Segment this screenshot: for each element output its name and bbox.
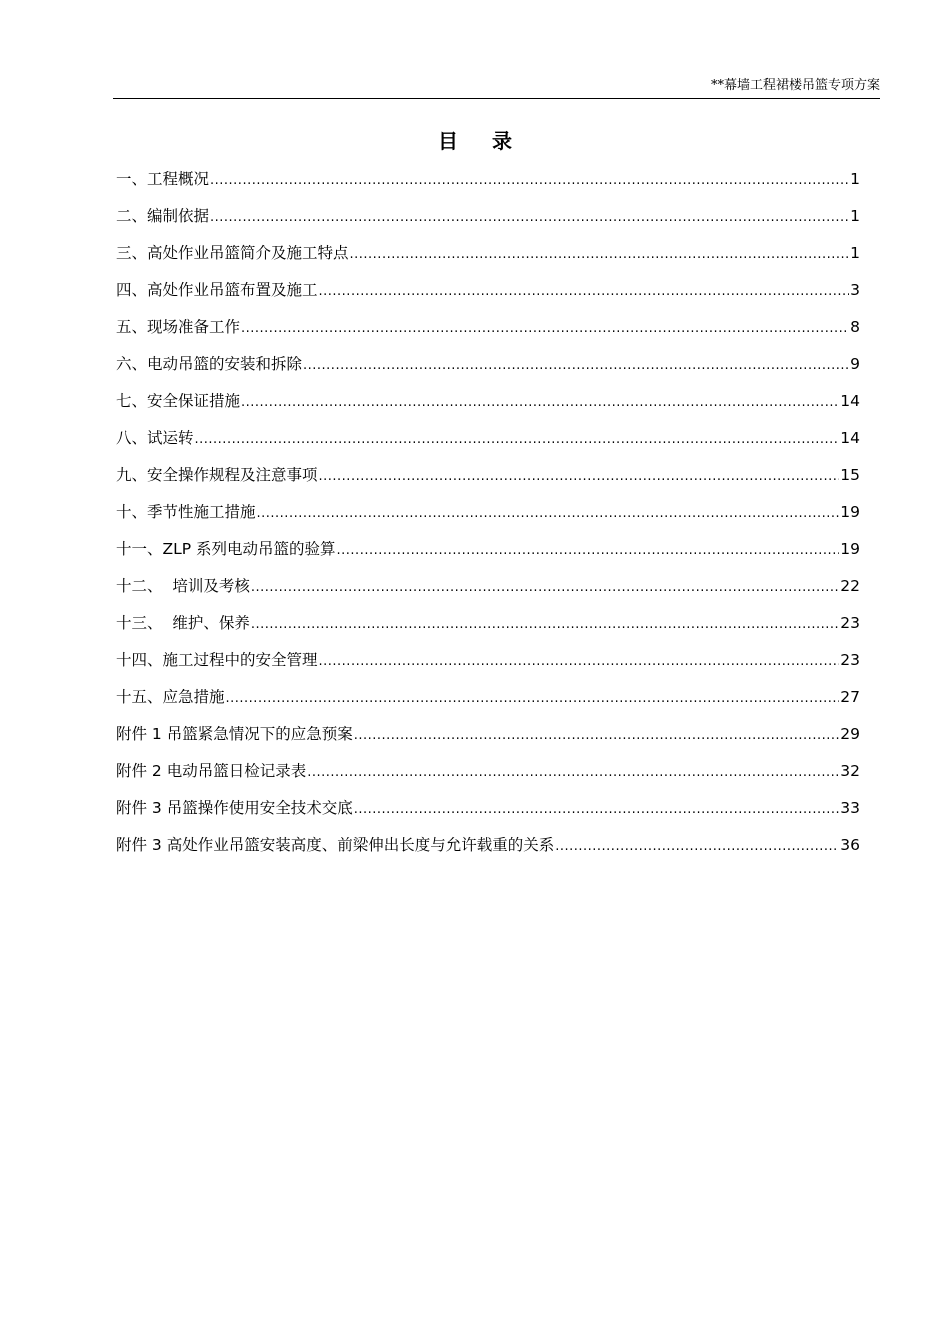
toc-entry[interactable] xyxy=(116,241,860,278)
toc-dot-leader xyxy=(251,575,839,600)
toc-dot-leader xyxy=(210,168,849,193)
toc-entry-page-number: 14 xyxy=(840,429,860,447)
toc-entry-label: 二、编制依据 xyxy=(116,207,210,225)
toc-entry-label: 九、安全操作规程及注意事项 xyxy=(116,466,318,484)
toc-dot-leader xyxy=(241,316,849,341)
toc-dot-leader xyxy=(195,427,840,452)
toc-entry-label: 附件 3 吊篮操作使用安全技术交底 xyxy=(116,799,353,817)
toc-entry-label: 五、现场准备工作 xyxy=(116,318,241,336)
toc-entry-label: 六、电动吊篮的安装和拆除 xyxy=(116,355,303,373)
toc-entry-page-number: 9 xyxy=(850,355,860,373)
toc-entry-label: 八、试运转 xyxy=(116,429,194,447)
toc-entry-page-number: 23 xyxy=(840,651,860,669)
toc-entry[interactable] xyxy=(116,833,860,870)
toc-title: 目录 xyxy=(438,129,546,153)
toc-entry-label: 附件 2 电动吊篮日检记录表 xyxy=(116,762,307,780)
toc-entry[interactable] xyxy=(116,611,860,648)
toc-entry-label: 附件 1 吊篮紧急情况下的应急预案 xyxy=(116,725,353,743)
toc-entry[interactable] xyxy=(116,352,860,389)
toc-entry[interactable] xyxy=(116,389,860,426)
toc-entry-page-number: 3 xyxy=(850,281,860,299)
toc-entry[interactable] xyxy=(116,463,860,500)
toc-dot-leader xyxy=(251,612,839,637)
toc-entry-page-number: 19 xyxy=(840,503,860,521)
toc-entry-page-number: 15 xyxy=(840,466,860,484)
toc-entry[interactable] xyxy=(116,500,860,537)
toc-entry-page-number: 32 xyxy=(840,762,860,780)
toc-entry-label: 十三、 维护、保养 xyxy=(116,614,250,632)
toc-dot-leader xyxy=(257,501,840,526)
toc-entry-page-number: 14 xyxy=(840,392,860,410)
toc-dot-leader xyxy=(303,353,849,378)
toc-entry[interactable] xyxy=(116,204,860,241)
toc-entry[interactable] xyxy=(116,278,860,315)
toc-entry[interactable] xyxy=(116,796,860,833)
toc-entry[interactable] xyxy=(116,722,860,759)
toc-entry-page-number: 1 xyxy=(850,244,860,262)
toc-entry[interactable] xyxy=(116,426,860,463)
toc-entry-label: 十一、ZLP 系列电动吊篮的验算 xyxy=(116,540,336,558)
toc-entry-label: 七、安全保证措施 xyxy=(116,392,241,410)
toc-entry-page-number: 19 xyxy=(840,540,860,558)
toc-entry[interactable] xyxy=(116,648,860,685)
toc-dot-leader xyxy=(555,834,839,859)
toc-dot-leader xyxy=(354,797,840,822)
toc-entry-label: 十二、 培训及考核 xyxy=(116,577,250,595)
toc-entry-label: 十五、应急措施 xyxy=(116,688,225,706)
toc-dot-leader xyxy=(350,242,850,267)
toc-entry[interactable] xyxy=(116,315,860,352)
table-of-contents xyxy=(116,167,860,870)
toc-entry-label: 十、季节性施工措施 xyxy=(116,503,256,521)
toc-dot-leader xyxy=(210,205,849,230)
toc-dot-leader xyxy=(319,649,840,674)
toc-dot-leader xyxy=(241,390,839,415)
toc-entry-label: 十四、施工过程中的安全管理 xyxy=(116,651,318,669)
toc-entry-page-number: 23 xyxy=(840,614,860,632)
toc-dot-leader xyxy=(319,464,840,489)
toc-entry-label: 三、高处作业吊篮简介及施工特点 xyxy=(116,244,349,262)
toc-entry-page-number: 29 xyxy=(840,725,860,743)
toc-entry[interactable] xyxy=(116,685,860,722)
page-header xyxy=(113,76,880,99)
toc-entry-page-number: 33 xyxy=(840,799,860,817)
toc-entry[interactable] xyxy=(116,537,860,574)
toc-entry-label: 四、高处作业吊篮布置及施工 xyxy=(116,281,318,299)
toc-entry-label: 附件 3 高处作业吊篮安装高度、前梁伸出长度与允许载重的关系 xyxy=(116,836,555,854)
toc-entry[interactable] xyxy=(116,167,860,204)
toc-entry[interactable] xyxy=(116,574,860,611)
header-text: **幕墙工程裙楼吊篮专项方案 xyxy=(710,78,880,93)
toc-dot-leader xyxy=(337,538,840,563)
toc-dot-leader xyxy=(319,279,850,304)
toc-entry-page-number: 1 xyxy=(850,207,860,225)
toc-dot-leader xyxy=(226,686,840,711)
toc-entry[interactable] xyxy=(116,759,860,796)
toc-entry-page-number: 27 xyxy=(840,688,860,706)
toc-dot-leader xyxy=(307,760,839,785)
toc-entry-page-number: 8 xyxy=(850,318,860,336)
toc-entry-page-number: 1 xyxy=(850,170,860,188)
toc-dot-leader xyxy=(354,723,840,748)
toc-entry-page-number: 22 xyxy=(840,577,860,595)
toc-entry-label: 一、工程概况 xyxy=(116,170,210,188)
toc-entry-page-number: 36 xyxy=(840,836,860,854)
